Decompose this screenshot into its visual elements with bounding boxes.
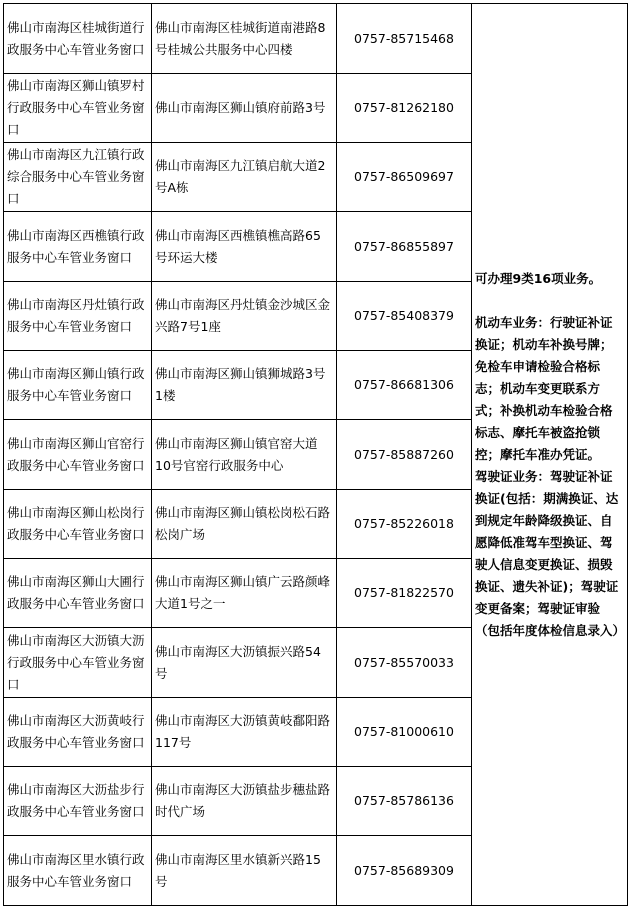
window-name-cell: 佛山市南海区大沥黄岐行政服务中心车管业务窗口 [4,698,152,767]
window-name-cell: 佛山市南海区九江镇行政综合服务中心车管业务窗口 [4,143,152,212]
phone-cell: 0757-85887260 [337,420,472,490]
window-name-cell: 佛山市南海区狮山松岗行政服务中心车管业务窗口 [4,490,152,559]
address-cell: 佛山市南海区里水镇新兴路15号 [152,836,337,906]
phone-cell: 0757-81822570 [337,559,472,628]
phone-cell: 0757-85715468 [337,4,472,74]
window-name-cell: 佛山市南海区大沥盐步行政服务中心车管业务窗口 [4,767,152,836]
phone-cell: 0757-86509697 [337,143,472,212]
phone-cell: 0757-85786136 [337,767,472,836]
address-cell: 佛山市南海区大沥镇振兴路54号 [152,628,337,698]
vehicle-business-text: 机动车业务：行驶证补证换证；机动车补换号牌；免检车申请检验合格标志；机动车变更联系方式；补换机动车检验合格标志、摩托车被盗抢锁控；摩托车准办凭证。 [475,314,613,462]
phone-cell: 0757-85226018 [337,490,472,559]
business-summary: 可办理9类16项业务。 [475,270,602,286]
window-name-cell: 佛山市南海区狮山官窑行政服务中心车管业务窗口 [4,420,152,490]
address-cell: 佛山市南海区西樵镇樵高路65号环运大楼 [152,212,337,282]
window-name-cell: 佛山市南海区桂城街道行政服务中心车管业务窗口 [4,4,152,74]
phone-cell: 0757-81000610 [337,698,472,767]
address-cell: 佛山市南海区大沥镇盐步穗盐路时代广场 [152,767,337,836]
business-scope-cell [472,4,628,906]
address-cell: 佛山市南海区狮山镇府前路3号 [152,74,337,143]
license-business-text: 驾驶证业务：驾驶证补证换证(包括：期满换证、达到规定年龄降级换证、自愿降低准驾车型换证、驾驶人信息变更换证、损毁换证、遗失补证)；驾驶证变更备案；驾驶证审验（包括年度体检信息录入） [475,468,626,638]
address-cell: 佛山市南海区狮山镇官窑大道10号官窑行政服务中心 [152,420,337,490]
window-name-cell: 佛山市南海区大沥镇大沥行政服务中心车管业务窗口 [4,628,152,698]
address-cell: 佛山市南海区狮山镇广云路颜峰大道1号之一 [152,559,337,628]
window-name-cell: 佛山市南海区西樵镇行政服务中心车管业务窗口 [4,212,152,282]
phone-cell: 0757-81262180 [337,74,472,143]
window-name-cell: 佛山市南海区狮山大圃行政服务中心车管业务窗口 [4,559,152,628]
window-name-cell: 佛山市南海区狮山镇行政服务中心车管业务窗口 [4,351,152,420]
address-cell: 佛山市南海区丹灶镇金沙城区金兴路7号1座 [152,282,337,351]
phone-cell: 0757-85570033 [337,628,472,698]
address-cell: 佛山市南海区狮山镇松岗松石路松岗广场 [152,490,337,559]
phone-cell: 0757-85408379 [337,282,472,351]
window-name-cell: 佛山市南海区里水镇行政服务中心车管业务窗口 [4,836,152,906]
address-cell: 佛山市南海区狮山镇狮城路3号1楼 [152,351,337,420]
address-cell: 佛山市南海区九江镇启航大道2号A栋 [152,143,337,212]
service-window-table [3,3,628,906]
phone-cell: 0757-86681306 [337,351,472,420]
address-cell: 佛山市南海区大沥镇黄岐鄱阳路117号 [152,698,337,767]
phone-cell: 0757-86855897 [337,212,472,282]
window-name-cell: 佛山市南海区丹灶镇行政服务中心车管业务窗口 [4,282,152,351]
phone-cell: 0757-85689309 [337,836,472,906]
window-name-cell: 佛山市南海区狮山镇罗村行政服务中心车管业务窗口 [4,74,152,143]
table-row [4,4,628,74]
address-cell: 佛山市南海区桂城街道南港路8号桂城公共服务中心四楼 [152,4,337,74]
